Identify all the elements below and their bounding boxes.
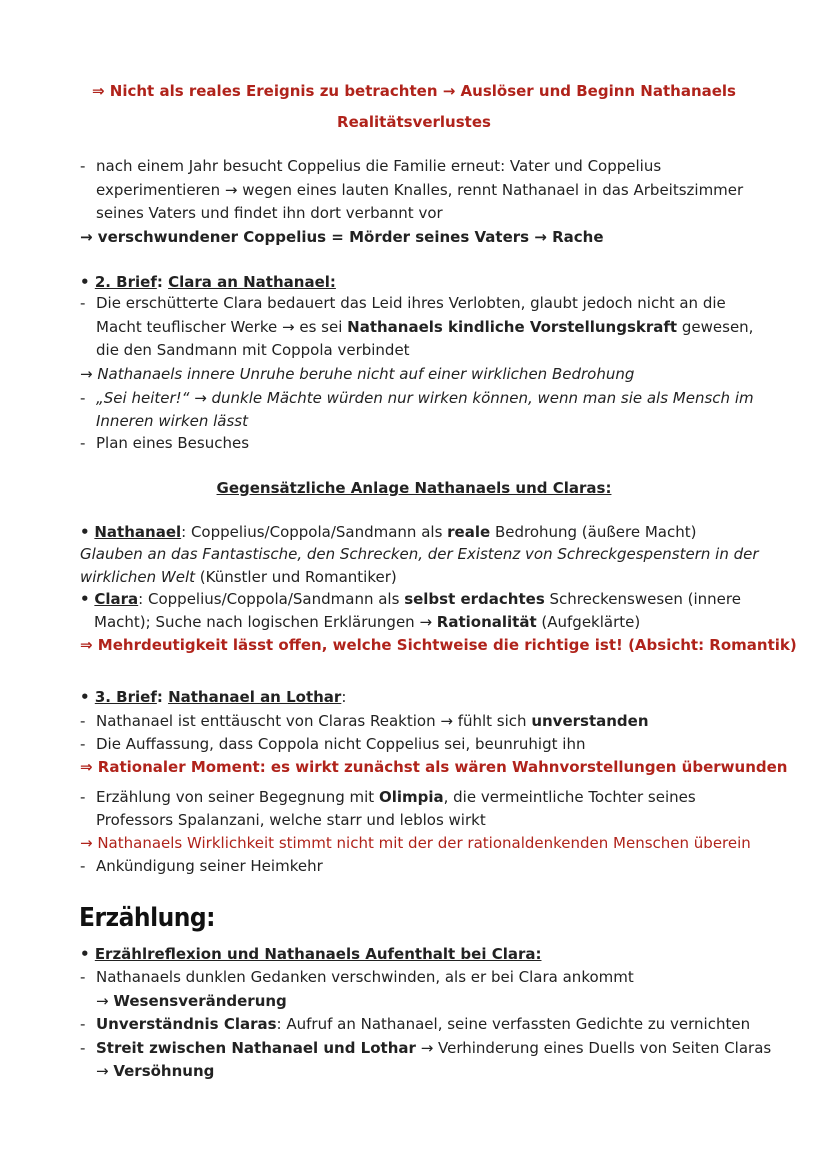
section-heading-erzaehlung: Erzählung: <box>79 903 215 933</box>
document-page: ⇒ Nicht als reales Ereignis zu betrachten → Auslöser und Beginn Nathanaels Realitätsverlustes - nach einem Jahr besucht Coppelius die Familie erneut: Vater und Coppelius experimentieren → wegen eines lauten Knalles, rennt Nathanael in das Arbeitszimmer seines Vaters und findet ihn dort verbannt vor → verschwundener Coppelius = Mörder seines Vaters → Rache • 2. Brief: Clara an Nathanael: - Die erschütterte Clara bedauert das Leid ihres Verlobten, glaubt jedoch nicht an die Macht teuflischer Werke → es sei Nathanaels kindliche Vorstellungskraft gewesen, die den Sandmann mit Coppola verbindet → Nathanaels innere Unruhe beruhe nicht auf einer wirklichen Bedrohung - „Sei heiter!“ → dunkle Mächte würden nur wirken können, wenn man sie als Mensch im Inneren wirken lässt - Plan eines Besuches Gegensätzliche Anlage Nathanaels und Claras: • Nathanael: Coppelius/Coppola/Sandmann als reale Bedrohung (äußere Macht) Glauben an das Fantastische, den Schrecken, der Existenz von Schreckgespenstern in der wirklichen Welt (Künstler und Romantiker) • Clara: Coppelius/Coppola/Sandmann als selbst erdachtes Schreckenswesen (innere Macht); Suche nach logischen Erklärungen → Rationalität (Aufgeklärte) ⇒ Mehrdeutigkeit lässt offen, welche Sichtweise die richtige ist! (Absicht: Romantik) • 3. Brief: Nathanael an Lothar: - Nathanael ist enttäuscht von Claras Reaktion → fühlt sich unverstanden - Die Auffassung, dass Coppola nicht Coppelius sei, beunruhigt ihn ⇒ Rationaler Moment: es wirkt zunächst als wären Wahnvorstellungen überwunden - Erzählung von seiner Begegnung mit Olimpia, die vermeintliche Tochter seines Professors Spalanzani, welche starr und leblos wirkt → Nathanaels Wirklichkeit stimmt nicht mit der der rationaldenkenden Menschen überein - Ankündigung seiner Heimkehr Erzählung: • Erzählreflexion und Nathanaels Aufenthalt bei Clara: - Nathanaels dunklen Gedanken verschwinden, als er bei Clara ankommt → Wesensveränderung - Unverständnis Claras: Aufruf an Nathanael, seine verfassten Gedichte zu vernichten - Streit zwischen Nathanael und Lothar → Verhinderung eines Duells von Seiten Claras → Versöhnung <box>0 0 828 1171</box>
intro-conclusion-line-2: Realitätsverlustes <box>337 113 491 131</box>
section-title-gegensatz: Gegensätzliche Anlage Nathanaels und Claras: <box>216 479 612 497</box>
intro-conclusion-line-1: ⇒ Nicht als reales Ereignis zu betrachten → Auslöser und Beginn Nathanaels <box>92 82 736 100</box>
